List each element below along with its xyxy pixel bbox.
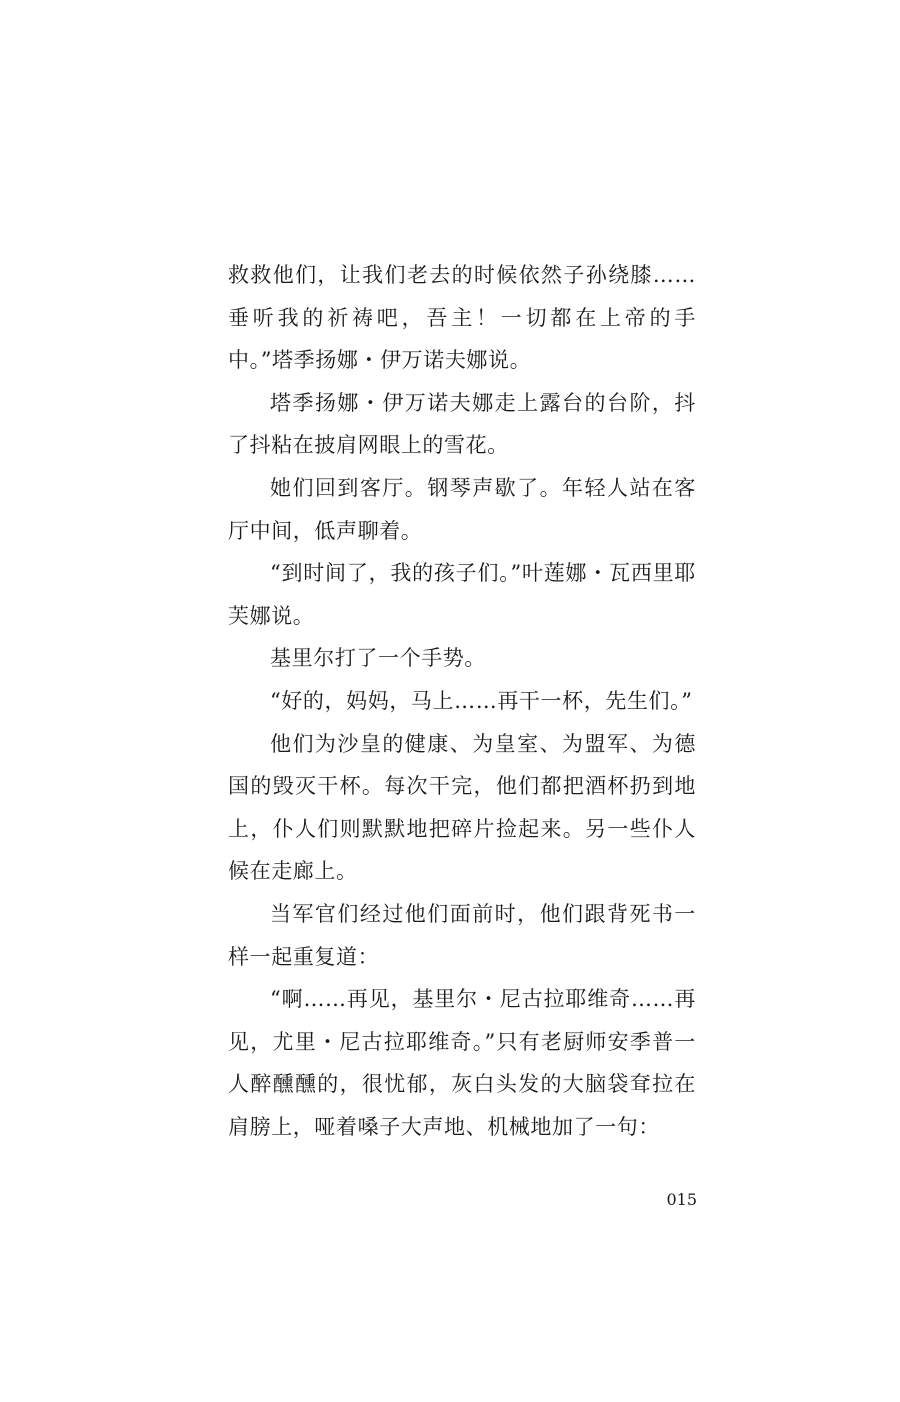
paragraph-4: “到时间了，我的孩子们。”叶莲娜・瓦西里耶芙娜说。 [228,561,696,628]
paragraph-3: 她们回到客厅。钢琴声歇了。年轻人站在客厅中间，低声聊着。 [228,475,696,543]
paragraph-7: 他们为沙皇的健康、为皇室、为盟军、为德国的毁灭干杯。每次干完，他们都把酒杯扔到地上，仆人们则默默地把碎片捡起来。另一些仆人候在走廊上。 [228,731,696,884]
paragraph-2: 塔季扬娜・伊万诺夫娜走上露台的台阶，抖了抖粘在披肩网眼上的雪花。 [228,390,696,458]
paragraph-5: 基里尔打了一个手势。 [270,646,486,671]
paragraph-6: “好的，妈妈，马上……再干一杯，先生们。” [270,688,693,713]
body-text [228,254,696,1148]
page-number: 015 [666,1190,697,1209]
paragraph-8: 当军官们经过他们面前时，他们跟背死书一样一起重复道： [228,901,696,969]
paragraph-1: 救救他们，让我们老去的时候依然子孙绕膝……垂听我的祈祷吧，吾主！一切都在上帝的手中。”塔季扬娜・伊万诺夫娜说。 [228,263,696,373]
paragraph-9: “啊……再见，基里尔・尼古拉耶维奇……再见，尤里・尼古拉耶维奇。”只有老厨师安季普一人醉醺醺的，很忧郁，灰白头发的大脑袋耷拉在肩膀上，哑着嗓子大声地、机械地加了一句： [228,987,696,1139]
